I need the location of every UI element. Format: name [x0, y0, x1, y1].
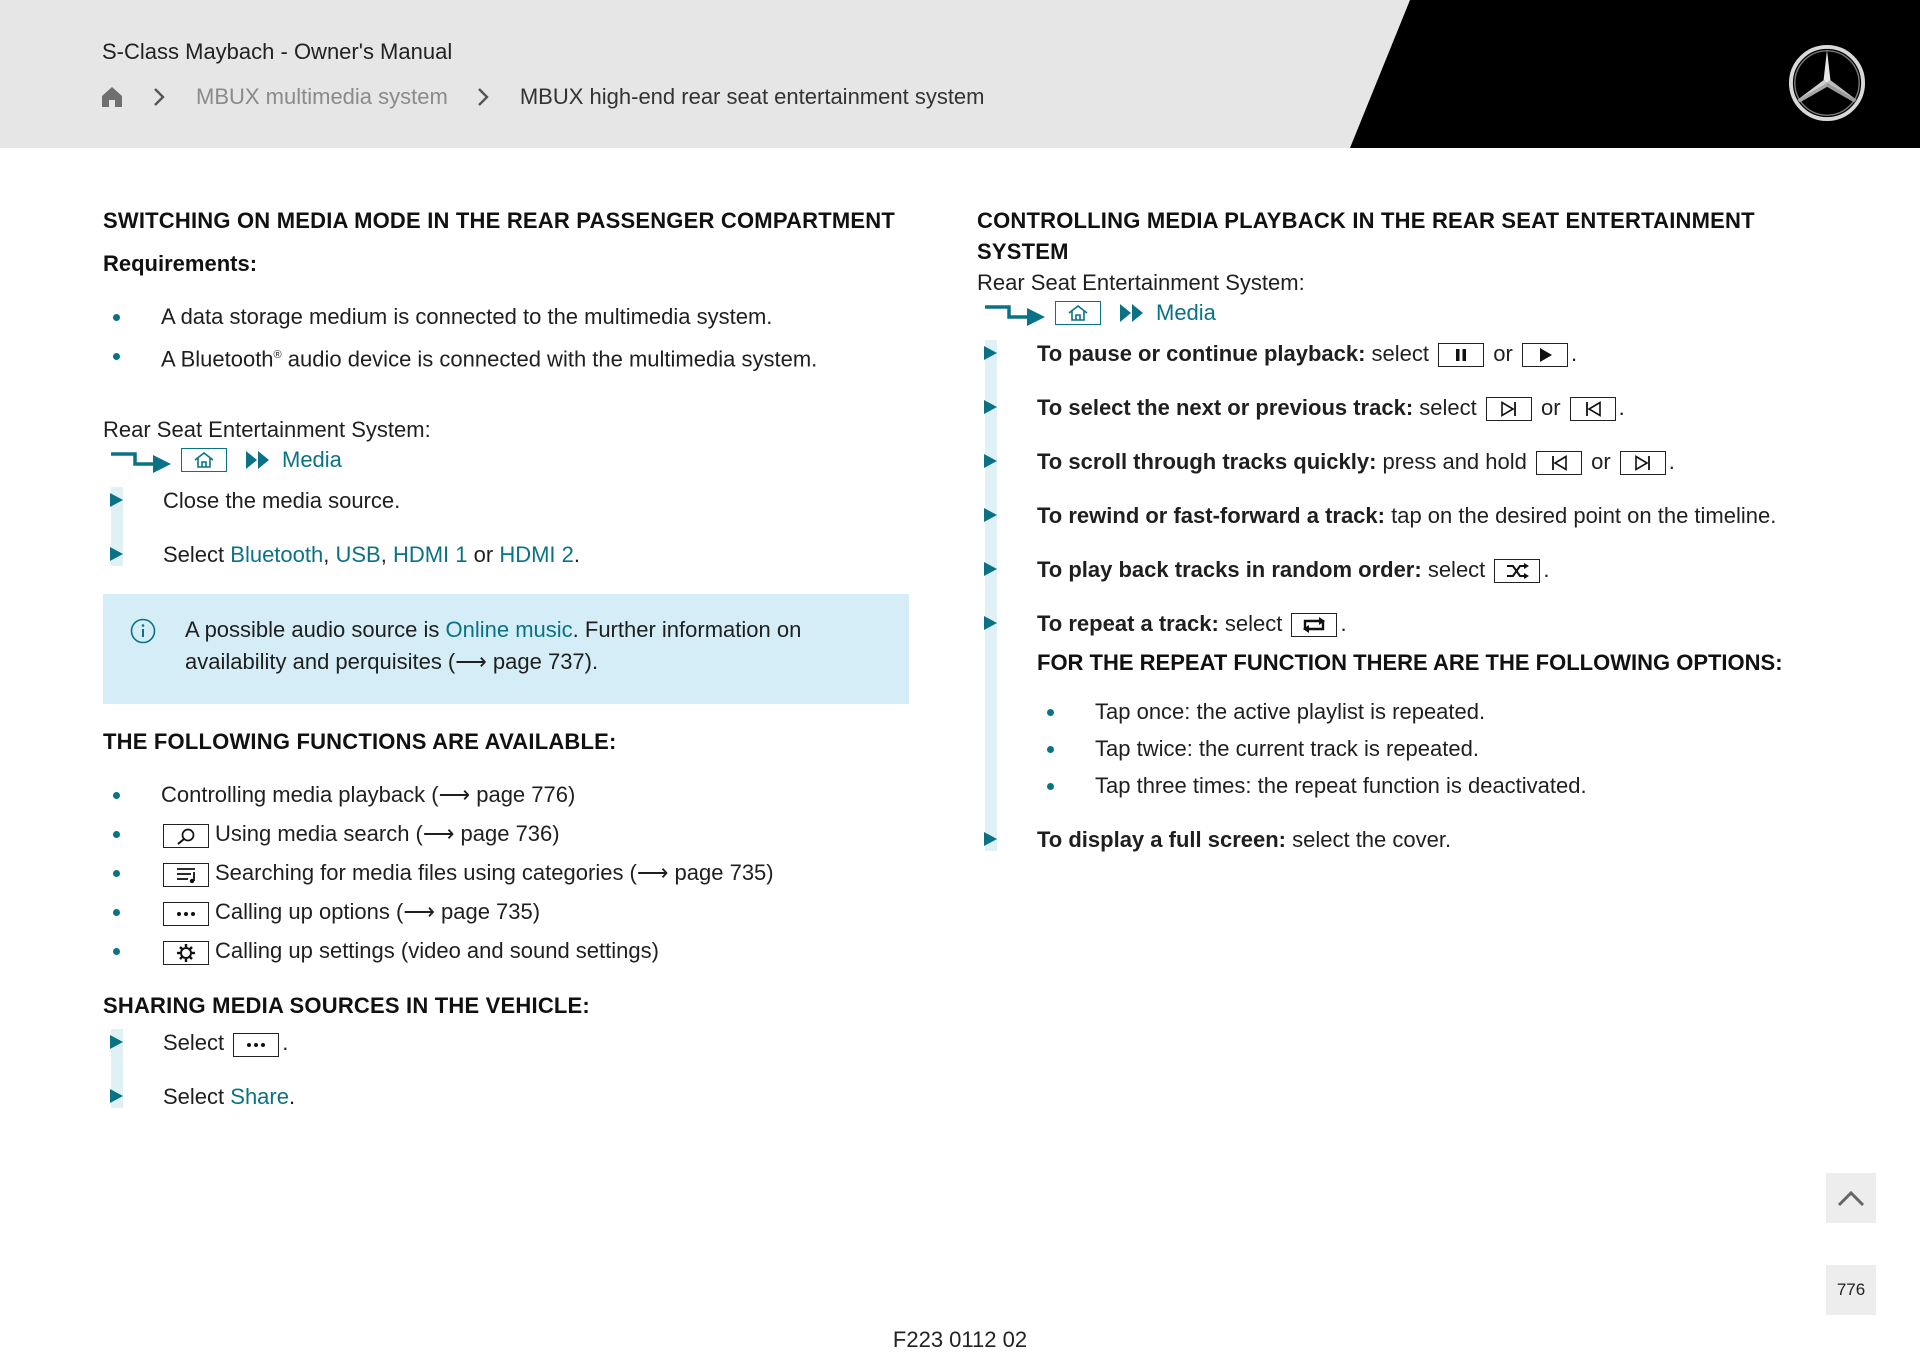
repeat-icon [1291, 613, 1337, 637]
heading-repeat-options: FOR THE REPEAT FUNCTION THERE ARE THE FOLLOWING OPTIONS: [1037, 650, 1783, 675]
list-item: Using media search (⟶ page 736) [103, 818, 909, 849]
chevron-up-icon [1836, 1188, 1866, 1208]
heading-functions-available: THE FOLLOWING FUNCTIONS ARE AVAILABLE: [103, 729, 617, 755]
rse-label: Rear Seat Entertainment System: [103, 417, 431, 443]
skip-next-icon [1620, 451, 1666, 475]
media-label: Media [1156, 300, 1216, 325]
link-hdmi-2[interactable]: HDMI 2 [499, 542, 574, 568]
step-item: Select Share. [103, 1081, 909, 1112]
skip-previous-icon [1536, 451, 1582, 475]
repeat-options-block [977, 647, 1797, 801]
heading-controlling-playback: CONTROLLING MEDIA PLAYBACK IN THE REAR SEAT ENTERTAINMENT SYSTEM [977, 208, 1755, 264]
document-title: S-Class Maybach - Owner's Manual [102, 39, 453, 64]
step-rewind-forward: To rewind or fast-forward a track: tap on the desired point on the timeline. [977, 500, 1797, 531]
step-random-order: To play back tracks in random order: select . [977, 554, 1797, 585]
link-online-music[interactable]: Online music [445, 617, 573, 643]
step-arrow-icon [110, 1035, 123, 1049]
step-arrow-icon [984, 400, 997, 414]
chevron-right-icon [152, 86, 166, 108]
left-column [103, 205, 909, 1112]
step-arrow-icon [984, 562, 997, 576]
bullet-icon [113, 353, 120, 360]
requirements-list [103, 301, 909, 374]
link-hdmi-1[interactable]: HDMI 1 [392, 542, 468, 568]
step-next-previous: To select the next or previous track: select or . [977, 392, 1797, 423]
categories-icon [163, 863, 209, 887]
path-arrow-icon [109, 447, 173, 473]
breadcrumb [100, 82, 985, 112]
double-chevron-icon [1118, 302, 1148, 324]
step-arrow-icon [110, 547, 123, 561]
list-item: Calling up settings (video and sound settings) [103, 935, 909, 966]
step-pause-continue: To pause or continue playback: select or . [977, 338, 1797, 369]
step-arrow-icon [984, 832, 997, 846]
step-item: Close the media source. [103, 485, 909, 516]
step-arrow-icon [984, 346, 997, 360]
step-scroll-quickly: To scroll through tracks quickly: press and hold or . [977, 446, 1797, 477]
mercedes-star-logo-icon[interactable] [1788, 44, 1866, 122]
bullet-icon [113, 792, 120, 799]
link-bluetooth[interactable]: Bluetooth [230, 542, 324, 568]
home-button-icon [181, 448, 227, 472]
step-item: Select . [103, 1027, 909, 1058]
step-full-screen: To display a full screen: select the cover. [977, 824, 1797, 855]
list-item: Tap once: the active playlist is repeated. [1037, 696, 1797, 727]
list-item: Searching for media files using categories (⟶ page 735) [103, 857, 909, 888]
skip-previous-icon [1570, 397, 1616, 421]
step-arrow-icon [984, 616, 997, 630]
bullet-icon [113, 314, 120, 321]
rse-label: Rear Seat Entertainment System: [977, 270, 1305, 295]
pause-icon [1438, 343, 1484, 367]
step-arrow-icon [984, 454, 997, 468]
step-arrow-icon [110, 1089, 123, 1103]
figure-code: F223 0112 02 [892, 1327, 1028, 1352]
skip-next-icon [1486, 397, 1532, 421]
link-usb[interactable]: USB [335, 542, 381, 568]
list-item: Controlling media playback (⟶ page 776) [103, 779, 909, 810]
heading-switching-on-media: SWITCHING ON MEDIA MODE IN THE REAR PASSENGER COMPARTMENT [103, 208, 896, 233]
more-options-icon [233, 1033, 279, 1057]
more-options-icon [163, 902, 209, 926]
home-button-icon [1055, 301, 1101, 325]
list-item: Calling up options (⟶ page 735) [103, 896, 909, 927]
bullet-icon [113, 909, 120, 916]
page-header [0, 0, 1920, 148]
functions-list [103, 779, 909, 966]
page-number-badge: 776 [1826, 1265, 1876, 1315]
bullet-icon [1047, 746, 1054, 753]
list-item: A Bluetooth® audio device is connected with the multimedia system. [103, 340, 909, 374]
breadcrumb-current: MBUX high-end rear seat entertainment system [519, 84, 985, 109]
link-share[interactable]: Share [230, 1084, 289, 1110]
bullet-icon [1047, 783, 1054, 790]
step-arrow-icon [984, 508, 997, 522]
breadcrumb-link-mbux[interactable]: MBUX multimedia system [196, 84, 448, 109]
bullet-icon [1047, 709, 1054, 716]
play-icon [1522, 343, 1568, 367]
bullet-icon [113, 870, 120, 877]
step-arrow-icon [110, 493, 123, 507]
info-box: A possible audio source is Online music. Further information on availability and perquisites (⟶ page 737). [103, 594, 909, 704]
chevron-right-icon [476, 86, 490, 108]
heading-sharing-media: SHARING MEDIA SOURCES IN THE VEHICLE: [103, 993, 590, 1019]
list-item: Tap three times: the repeat function is deactivated. [1037, 770, 1797, 801]
bullet-icon [113, 948, 120, 955]
media-source-steps [103, 485, 909, 570]
home-icon[interactable] [100, 85, 124, 109]
scroll-to-top-button[interactable] [1826, 1173, 1876, 1223]
gear-icon [163, 941, 209, 965]
navigation-path [977, 298, 1797, 328]
repeat-options-list [1037, 696, 1797, 801]
list-item: Tap twice: the current track is repeated. [1037, 733, 1797, 764]
double-chevron-icon [244, 449, 274, 471]
playback-steps [977, 338, 1797, 855]
right-column [977, 205, 1797, 855]
step-item: Select Bluetooth, USB, HDMI 1 or HDMI 2. [103, 539, 909, 570]
navigation-path [103, 445, 909, 475]
media-label: Media [282, 447, 342, 473]
list-item: A data storage medium is connected to the multimedia system. [103, 301, 909, 332]
search-icon [163, 824, 209, 848]
requirements-label: Requirements: [103, 251, 258, 276]
share-steps [103, 1027, 909, 1112]
bullet-icon [113, 831, 120, 838]
path-arrow-icon [983, 300, 1047, 326]
shuffle-icon [1494, 559, 1540, 583]
info-icon [130, 618, 156, 644]
step-repeat: To repeat a track: select . [977, 608, 1797, 639]
